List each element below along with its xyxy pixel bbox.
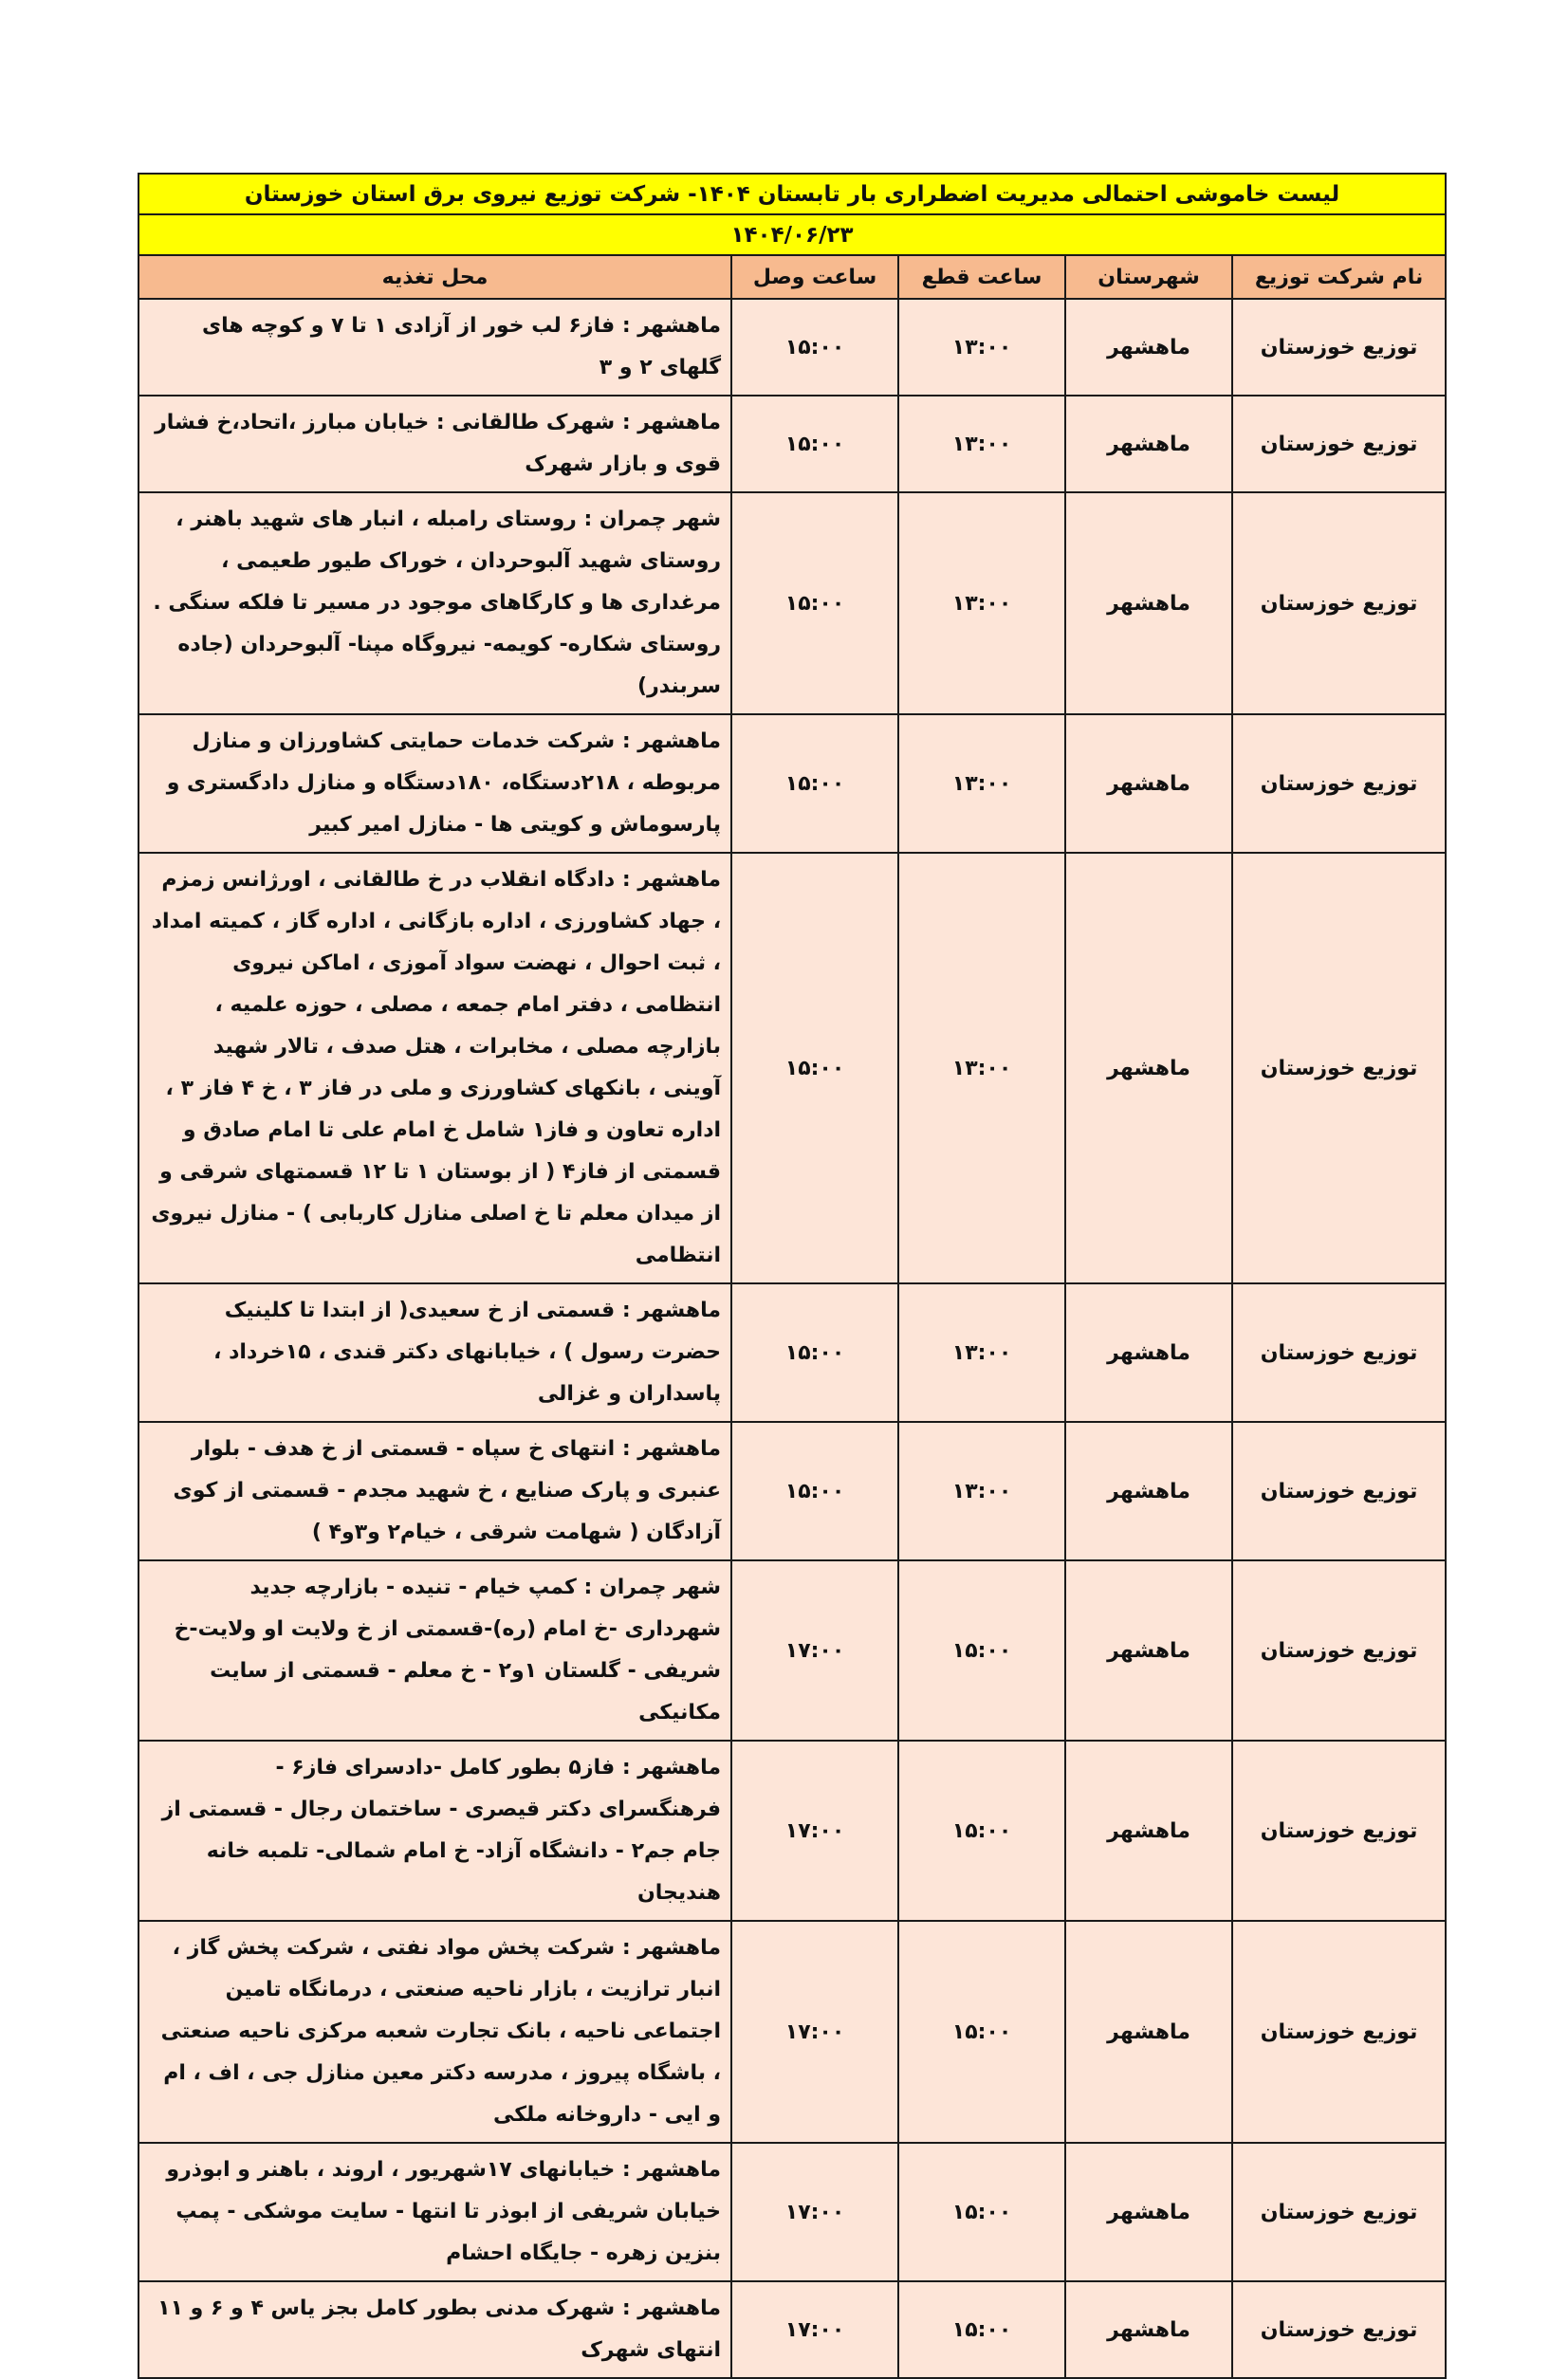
cell-off-time: ۱۵:۰۰ [898,1741,1065,1921]
cell-company: توزیع خوزستان [1232,299,1446,396]
cell-on-time: ۱۷:۰۰ [731,2143,898,2281]
table-row [138,1283,1446,1422]
table-row [138,2281,1446,2378]
cell-location: ماهشهر : انتهای خ سپاه - قسمتی از خ هدف - بلوار عنبری و پارک صنایع ، خ شهید مجدم - قسمتی از کوی آزادگان ( شهامت شرقی ، خیام۲ و۳و۴ ) [138,1422,731,1560]
cell-company: توزیع خوزستان [1232,1741,1446,1921]
cell-on-time: ۱۷:۰۰ [731,1741,898,1921]
cell-on-time: ۱۵:۰۰ [731,299,898,396]
cell-company: توزیع خوزستان [1232,492,1446,714]
cell-company: توزیع خوزستان [1232,396,1446,492]
cell-county: ماهشهر [1065,1422,1232,1560]
cell-off-time: ۱۳:۰۰ [898,714,1065,853]
cell-company: توزیع خوزستان [1232,1422,1446,1560]
cell-county: ماهشهر [1065,1283,1232,1422]
cell-off-time: ۱۳:۰۰ [898,853,1065,1283]
cell-off-time: ۱۳:۰۰ [898,1283,1065,1422]
header-company: نام شرکت توزیع [1232,255,1446,299]
header-on-time: ساعت وصل [731,255,898,299]
outage-schedule-table [138,173,1447,2379]
cell-county: ماهشهر [1065,2281,1232,2378]
cell-county: ماهشهر [1065,2143,1232,2281]
title-row [138,174,1446,214]
cell-county: ماهشهر [1065,1560,1232,1741]
cell-county: ماهشهر [1065,714,1232,853]
cell-company: توزیع خوزستان [1232,1283,1446,1422]
table-row [138,492,1446,714]
table-row [138,1741,1446,1921]
cell-county: ماهشهر [1065,853,1232,1283]
cell-on-time: ۱۵:۰۰ [731,714,898,853]
cell-on-time: ۱۵:۰۰ [731,1422,898,1560]
cell-county: ماهشهر [1065,1921,1232,2143]
cell-company: توزیع خوزستان [1232,2143,1446,2281]
schedule-sheet [138,173,1445,2379]
cell-off-time: ۱۵:۰۰ [898,2281,1065,2378]
cell-on-time: ۱۷:۰۰ [731,1921,898,2143]
cell-on-time: ۱۵:۰۰ [731,492,898,714]
cell-county: ماهشهر [1065,492,1232,714]
cell-county: ماهشهر [1065,299,1232,396]
table-row [138,396,1446,492]
cell-off-time: ۱۵:۰۰ [898,1560,1065,1741]
cell-location: شهر چمران : کمپ خیام - تنیده - بازارچه جدید شهرداری -خ امام (ره)-قسمتی از خ ولایت او ولایت-خ شریفی - گلستان ۱و۲ - خ معلم - قسمتی از سایت مکانیکی [138,1560,731,1741]
cell-county: ماهشهر [1065,1741,1232,1921]
table-row [138,1422,1446,1560]
header-off-time: ساعت قطع [898,255,1065,299]
cell-on-time: ۱۵:۰۰ [731,853,898,1283]
cell-off-time: ۱۵:۰۰ [898,1921,1065,2143]
document-date: ۱۴۰۴/۰۶/۲۳ [138,214,1446,255]
cell-on-time: ۱۷:۰۰ [731,2281,898,2378]
cell-company: توزیع خوزستان [1232,2281,1446,2378]
cell-company: توزیع خوزستان [1232,1921,1446,2143]
cell-company: توزیع خوزستان [1232,714,1446,853]
table-row [138,2143,1446,2281]
cell-location: ماهشهر : شرکت پخش مواد نفتی ، شرکت پخش گاز ، انبار ترازیت ، بازار ناحیه صنعتی ، درمانگاه تامین اجتماعی ناحیه ، بانک تجارت شعبه مرکزی ناحیه صنعتی ، باشگاه پیروز ، مدرسه دکتر معین منازل جی ، اف ، ام و ایی - داروخانه ملکی [138,1921,731,2143]
header-location: محل تغذیه [138,255,731,299]
cell-on-time: ۱۷:۰۰ [731,1560,898,1741]
cell-location: ماهشهر : فاز۶ لب خور از آزادی ۱ تا ۷ و کوچه های گلهای ۲ و ۳ [138,299,731,396]
table-row [138,1921,1446,2143]
cell-location: ماهشهر : شرکت خدمات حمایتی کشاورزان و منازل مربوطه ، ۲۱۸دستگاه، ۱۸۰دستگاه و منازل دادگستری و پارسوماش و کویتی ها - منازل امیر کبیر [138,714,731,853]
cell-company: توزیع خوزستان [1232,1560,1446,1741]
table-row [138,299,1446,396]
cell-location: ماهشهر : شهرک طالقانی : خیابان مبارز ،اتحاد،خ فشار قوی و بازار شهرک [138,396,731,492]
cell-county: ماهشهر [1065,396,1232,492]
cell-company: توزیع خوزستان [1232,853,1446,1283]
cell-location: ماهشهر : خیابانهای ۱۷شهریور ، اروند ، باهنر و ابوذرو خیابان شریفی از ابوذر تا انتها - سایت موشکی - پمپ بنزین زهره - جایگاه احشام [138,2143,731,2281]
cell-off-time: ۱۵:۰۰ [898,2143,1065,2281]
document-title: لیست خاموشی احتمالی مدیریت اضطراری بار تابستان ۱۴۰۴- شرکت توزیع نیروی برق استان خوزستان [138,174,1446,214]
cell-location: شهر چمران : روستای رامبله ، انبار های شهید باهنر ، روستای شهید آلبوحردان ، خوراک طیور طعیمی ، مرغداری ها و کارگاهای موجود در مسیر تا فلکه سنگی . روستای شکاره- کویمه- نیروگاه مپنا- آلبوحردان (جاده سربندر) [138,492,731,714]
cell-on-time: ۱۵:۰۰ [731,1283,898,1422]
cell-off-time: ۱۳:۰۰ [898,396,1065,492]
header-county: شهرستان [1065,255,1232,299]
cell-location: ماهشهر : فاز۵ بطور کامل -دادسرای فاز۶ - فرهنگسرای دکتر قیصری - ساختمان رجال - قسمتی از جام جم۲ - دانشگاه آزاد- خ امام شمالی- تلمبه خانه هندیجان [138,1741,731,1921]
cell-off-time: ۱۳:۰۰ [898,492,1065,714]
cell-off-time: ۱۳:۰۰ [898,1422,1065,1560]
table-row [138,1560,1446,1741]
cell-location: ماهشهر : شهرک مدنی بطور کامل بجز یاس ۴ و ۶ و ۱۱ انتهای شهرک [138,2281,731,2378]
cell-location: ماهشهر : قسمتی از خ سعیدی( از ابتدا تا کلینیک حضرت رسول ) ، خیابانهای دکتر قندی ، ۱۵خرداد ، پاسداران و غزالی [138,1283,731,1422]
header-row [138,255,1446,299]
table-row [138,853,1446,1283]
cell-on-time: ۱۵:۰۰ [731,396,898,492]
cell-off-time: ۱۳:۰۰ [898,299,1065,396]
table-row [138,714,1446,853]
cell-location: ماهشهر : دادگاه انقلاب در خ طالقانی ، اورژانس زمزم ، جهاد کشاورزی ، اداره بازگانی ، اداره گاز ، کمیته امداد ، ثبت احوال ، نهضت سواد آموزی ، اماکن نیروی انتظامی ، دفتر امام جمعه ، مصلی ، حوزه علمیه ، بازارچه مصلی ، مخابرات ، هتل صدف ، تالار شهید آوینی ، بانکهای کشاورزی و ملی در فاز ۳ ، خ ۴ فاز ۳ ، اداره تعاون و فاز۱ شامل خ امام علی تا امام صادق و قسمتی از فاز۴ ( از بوستان ۱ تا ۱۲ قسمتهای شرقی و از میدان معلم تا خ اصلی منازل کاربابی ) - منازل نیروی انتظامی [138,853,731,1283]
date-row [138,214,1446,255]
